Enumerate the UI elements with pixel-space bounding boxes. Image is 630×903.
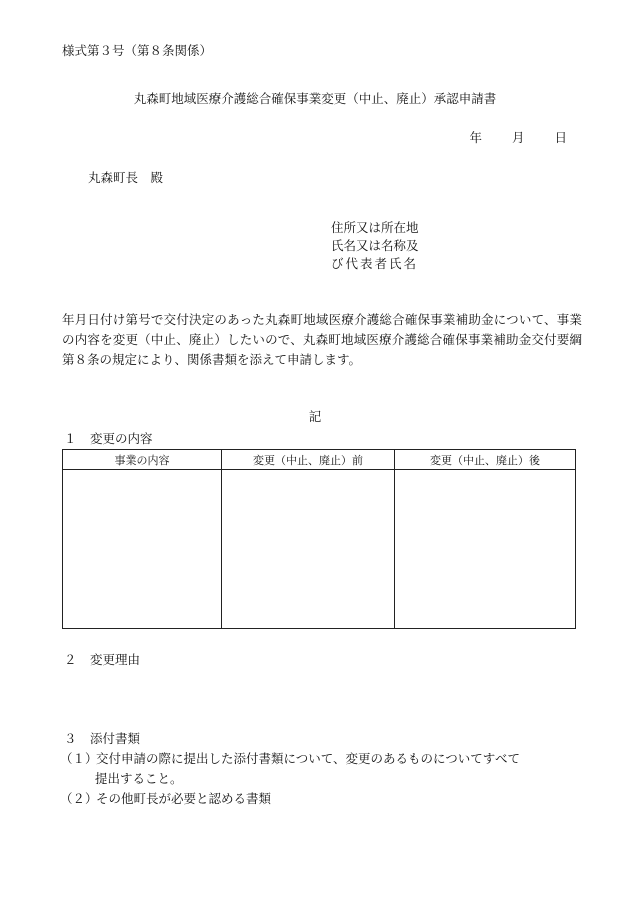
- name-label-line1: 氏名又は名称及: [331, 238, 419, 253]
- name-label-line2: び代表者氏名: [331, 256, 419, 271]
- section-2-label: 変更理由: [90, 652, 141, 667]
- date-month: 月: [511, 130, 525, 145]
- header-before-change: 変更（中止、廃止）前: [222, 450, 395, 470]
- body-text: 号で交付決定のあった丸森町地域医療介護総合確保事業補助金について、事業の内容を変更（中止、廃止）したいので、丸森町地域医療介護総合確保事業補助金交付要綱第８条の規定により、関係書類を添えて申請します。: [62, 312, 582, 367]
- header-after-change: 変更（中止、廃止）後: [395, 450, 576, 470]
- section-1-heading: [64, 433, 153, 446]
- document-title: 丸森町地域医療介護総合確保事業変更（中止、廃止）承認申請書: [133, 91, 497, 106]
- attachment-item-1: [60, 753, 520, 766]
- section-2-number: ２: [64, 652, 77, 667]
- cell-before-change[interactable]: [222, 470, 395, 629]
- date-year: 年: [469, 130, 482, 145]
- applicant-block: [331, 219, 419, 273]
- body-month: 月: [74, 312, 88, 327]
- table-header-row: [63, 450, 576, 470]
- date-line: [443, 132, 567, 145]
- section-3-number: ３: [64, 731, 77, 746]
- section-1-label: 変更の内容: [90, 431, 153, 446]
- attachment-1-number: （１）: [60, 751, 98, 766]
- body-dai: 第: [125, 312, 139, 327]
- cell-project-content[interactable]: [63, 470, 222, 629]
- body-dated: 日付け: [87, 312, 126, 327]
- form-number: 様式第３号（第８条関係）: [62, 43, 213, 58]
- date-day: 日: [554, 130, 567, 145]
- addressee: 丸森町長 殿: [88, 170, 164, 185]
- change-table: [62, 449, 576, 629]
- table-row: [63, 470, 576, 629]
- application-body: [62, 310, 582, 370]
- cell-after-change[interactable]: [395, 470, 576, 629]
- address-label: 住所又は所在地: [331, 220, 419, 235]
- section-3-label: 添付書類: [90, 731, 141, 746]
- section-3-heading: [64, 733, 140, 746]
- section-1-number: １: [64, 431, 77, 446]
- attachment-1-text: 交付申請の際に提出した添付書類について、変更のあるものについてすべて: [96, 751, 521, 766]
- body-year: 年: [62, 312, 75, 327]
- section-2-heading: [64, 654, 140, 667]
- ki-heading: 記: [308, 409, 322, 424]
- attachment-item-1-cont: 提出すること。: [95, 771, 183, 786]
- header-project-content: 事業の内容: [63, 450, 222, 470]
- attachment-2-text: その他町長が必要と認める書類: [96, 791, 272, 806]
- attachment-2-number: （２）: [60, 791, 98, 806]
- attachment-item-2: [60, 793, 271, 806]
